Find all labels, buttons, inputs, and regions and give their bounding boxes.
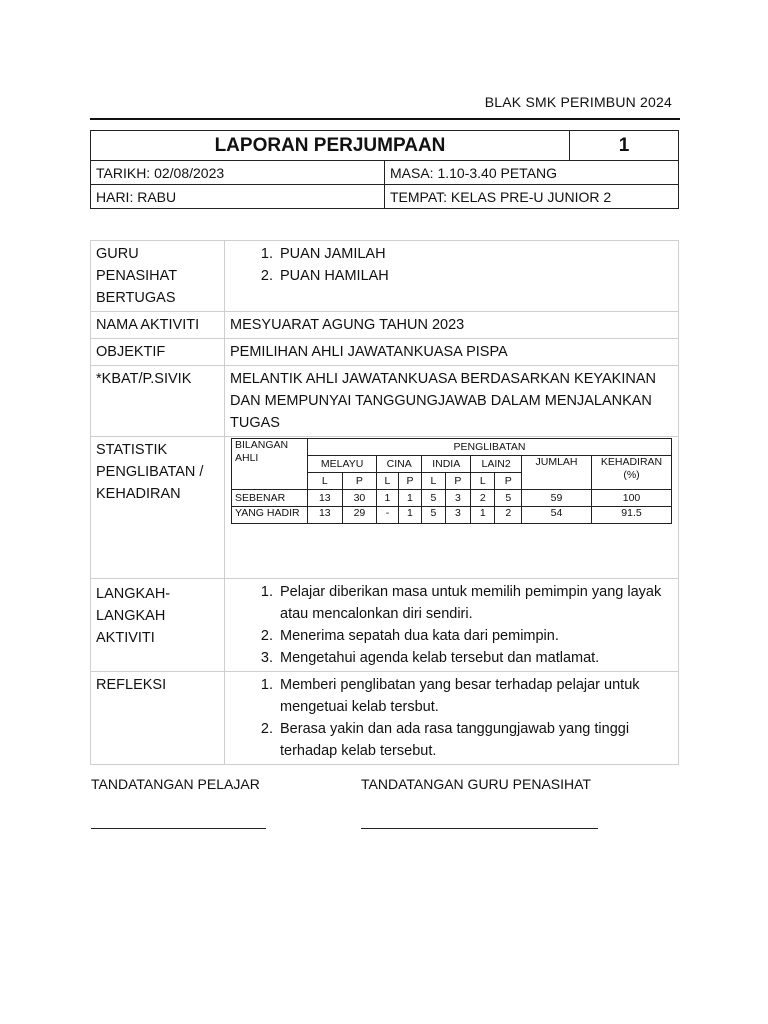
report-header-table	[90, 130, 679, 209]
kbat-value: MELANTIK AHLI JAWATANKUASA BERDASARKAN KEYAKINAN DAN MEMPUNYAI TANGGUNGJAWAB DALAM MENJALANKAN TUGAS	[225, 366, 679, 437]
stat-cell: 1	[398, 507, 421, 524]
stat-cell: 2	[495, 507, 522, 524]
refleksi-label: REFLEKSI	[91, 672, 225, 765]
signature-guru-line	[361, 828, 598, 829]
refleksi-item: 2. Berasa yakin dan ada rasa tanggungjawab yang tinggi terhadap kelab tersebut.	[277, 718, 673, 762]
tarikh-field: TARIKH: 02/08/2023	[91, 161, 385, 185]
group-header: MELAYU	[308, 456, 377, 473]
sebenar-label: SEBENAR	[232, 490, 308, 507]
stat-cell: 1	[377, 490, 399, 507]
p-header: P	[495, 473, 522, 490]
kehadiran-header: KEHADIRAN (%)	[592, 456, 672, 490]
stat-cell: 1	[398, 490, 421, 507]
langkah-item: 1. Pelajar diberikan masa untuk memilih pemimpin yang layak atau mencalonkan diri sendiri.	[277, 581, 673, 625]
masa-field: MASA: 1.10-3.40 PETANG	[385, 161, 679, 185]
tempat-field: TEMPAT: KELAS PRE-U JUNIOR 2	[385, 185, 679, 209]
stat-cell: 5	[495, 490, 522, 507]
kehadiran-cell: 100	[592, 490, 672, 507]
jumlah-header: JUMLAH	[522, 456, 592, 490]
langkah-label: LANGKAH-LANGKAH AKTIVITI	[91, 579, 225, 672]
stat-cell: 3	[445, 490, 471, 507]
stat-cell: 3	[445, 507, 471, 524]
jumlah-cell: 59	[522, 490, 592, 507]
objektif-label: OBJEKTIF	[91, 339, 225, 366]
refleksi-item: 1. Memberi penglibatan yang besar terhadap pelajar untuk mengetuai kelab tersbut.	[277, 674, 673, 718]
l-header: L	[377, 473, 399, 490]
stat-cell: 5	[422, 507, 445, 524]
group-header: CINA	[377, 456, 422, 473]
hadir-label: YANG HADIR	[232, 507, 308, 524]
signature-pelajar-line	[91, 828, 266, 829]
stat-cell: -	[377, 507, 399, 524]
aktiviti-label: NAMA AKTIVITI	[91, 312, 225, 339]
langkah-item: 2. Menerima sepatah dua kata dari pemimpin.	[277, 625, 673, 647]
kehadiran-cell: 91.5	[592, 507, 672, 524]
jumlah-cell: 54	[522, 507, 592, 524]
statistik-value	[225, 437, 679, 579]
signature-pelajar-label: TANDATANGAN PELAJAR	[91, 776, 260, 792]
objektif-value: PEMILIHAN AHLI JAWATANKUASA PISPA	[225, 339, 679, 366]
guru-value	[225, 241, 679, 312]
langkah-item: 3. Mengetahui agenda kelab tersebut dan matlamat.	[277, 647, 673, 669]
report-number: 1	[570, 131, 679, 161]
bilangan-header: BILANGAN AHLI	[232, 439, 308, 490]
p-header: P	[342, 473, 377, 490]
p-header: P	[445, 473, 471, 490]
aktiviti-value: MESYUARAT AGUNG TAHUN 2023	[225, 312, 679, 339]
stat-cell: 2	[471, 490, 495, 507]
l-header: L	[422, 473, 445, 490]
attendance-table	[231, 438, 672, 524]
l-header: L	[471, 473, 495, 490]
p-header: P	[398, 473, 421, 490]
statistik-label: STATISTIK PENGLIBATAN / KEHADIRAN	[91, 437, 225, 579]
header-rule	[90, 118, 680, 120]
report-title: LAPORAN PERJUMPAAN	[91, 131, 570, 161]
kbat-label: *KBAT/P.SIVIK	[91, 366, 225, 437]
guru-label: GURU PENASIHAT BERTUGAS	[91, 241, 225, 312]
report-body-table	[90, 240, 679, 765]
stat-cell: 5	[422, 490, 445, 507]
hari-field: HARI: RABU	[91, 185, 385, 209]
stat-cell: 29	[342, 507, 377, 524]
langkah-value	[225, 579, 679, 672]
signature-guru-label: TANDATANGAN GURU PENASIHAT	[361, 776, 591, 792]
page-header: BLAK SMK PERIMBUN 2024	[484, 94, 672, 110]
guru-item: 1. PUAN JAMILAH	[277, 243, 673, 265]
guru-item: 2. PUAN HAMILAH	[277, 265, 673, 287]
group-header: INDIA	[422, 456, 471, 473]
l-header: L	[308, 473, 343, 490]
stat-cell: 13	[308, 490, 343, 507]
group-header: LAIN2	[471, 456, 522, 473]
stat-cell: 30	[342, 490, 377, 507]
refleksi-value	[225, 672, 679, 765]
stat-cell: 13	[308, 507, 343, 524]
penglibatan-header: PENGLIBATAN	[308, 439, 672, 456]
stat-cell: 1	[471, 507, 495, 524]
